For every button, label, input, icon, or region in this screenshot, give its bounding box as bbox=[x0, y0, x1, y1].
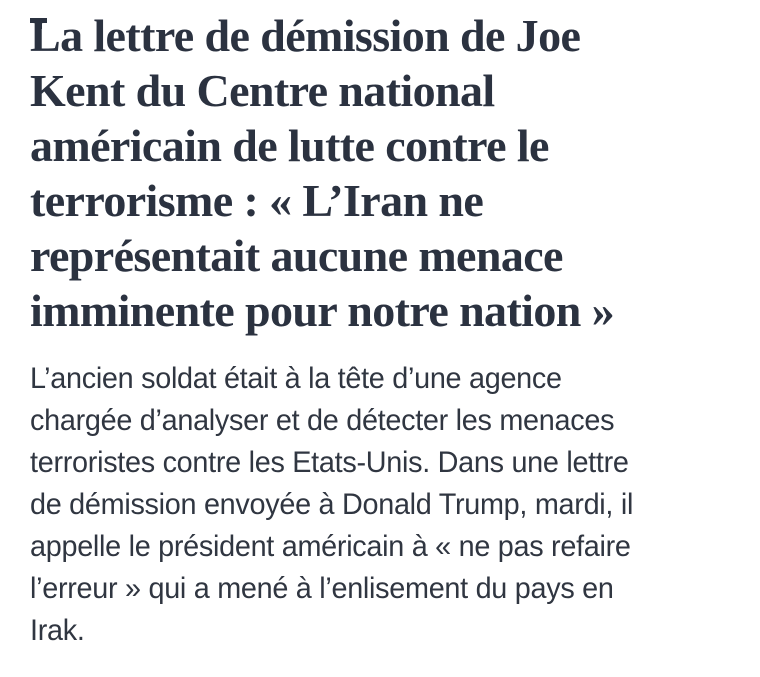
article-headline bbox=[30, 8, 614, 338]
standfirst-line: l’erreur » qui a mené à l’enlisement du pays en bbox=[30, 572, 614, 605]
headline-line: représentait aucune menace bbox=[30, 230, 563, 281]
headline-line: La lettre de démission de Joe bbox=[30, 10, 581, 61]
standfirst-line: Irak. bbox=[30, 614, 85, 647]
headline-line: imminente pour notre nation » bbox=[30, 285, 615, 336]
standfirst-line: terroristes contre les Etats-Unis. Dans une lettre bbox=[30, 446, 629, 479]
standfirst-line: appelle le président américain à « ne pas refaire bbox=[30, 530, 631, 563]
headline-line: américain de lutte contre le bbox=[30, 120, 549, 171]
standfirst-line: chargée d’analyser et de détecter les menaces bbox=[30, 404, 615, 437]
headline-line: Kent du Centre national bbox=[30, 65, 495, 116]
headline-line: terrorisme : « L’Iran ne bbox=[30, 175, 484, 226]
standfirst-line: L’ancien soldat était à la tête d’une agence bbox=[30, 362, 562, 395]
article-standfirst bbox=[30, 358, 633, 652]
standfirst-line: de démission envoyée à Donald Trump, mardi, il bbox=[30, 488, 634, 521]
